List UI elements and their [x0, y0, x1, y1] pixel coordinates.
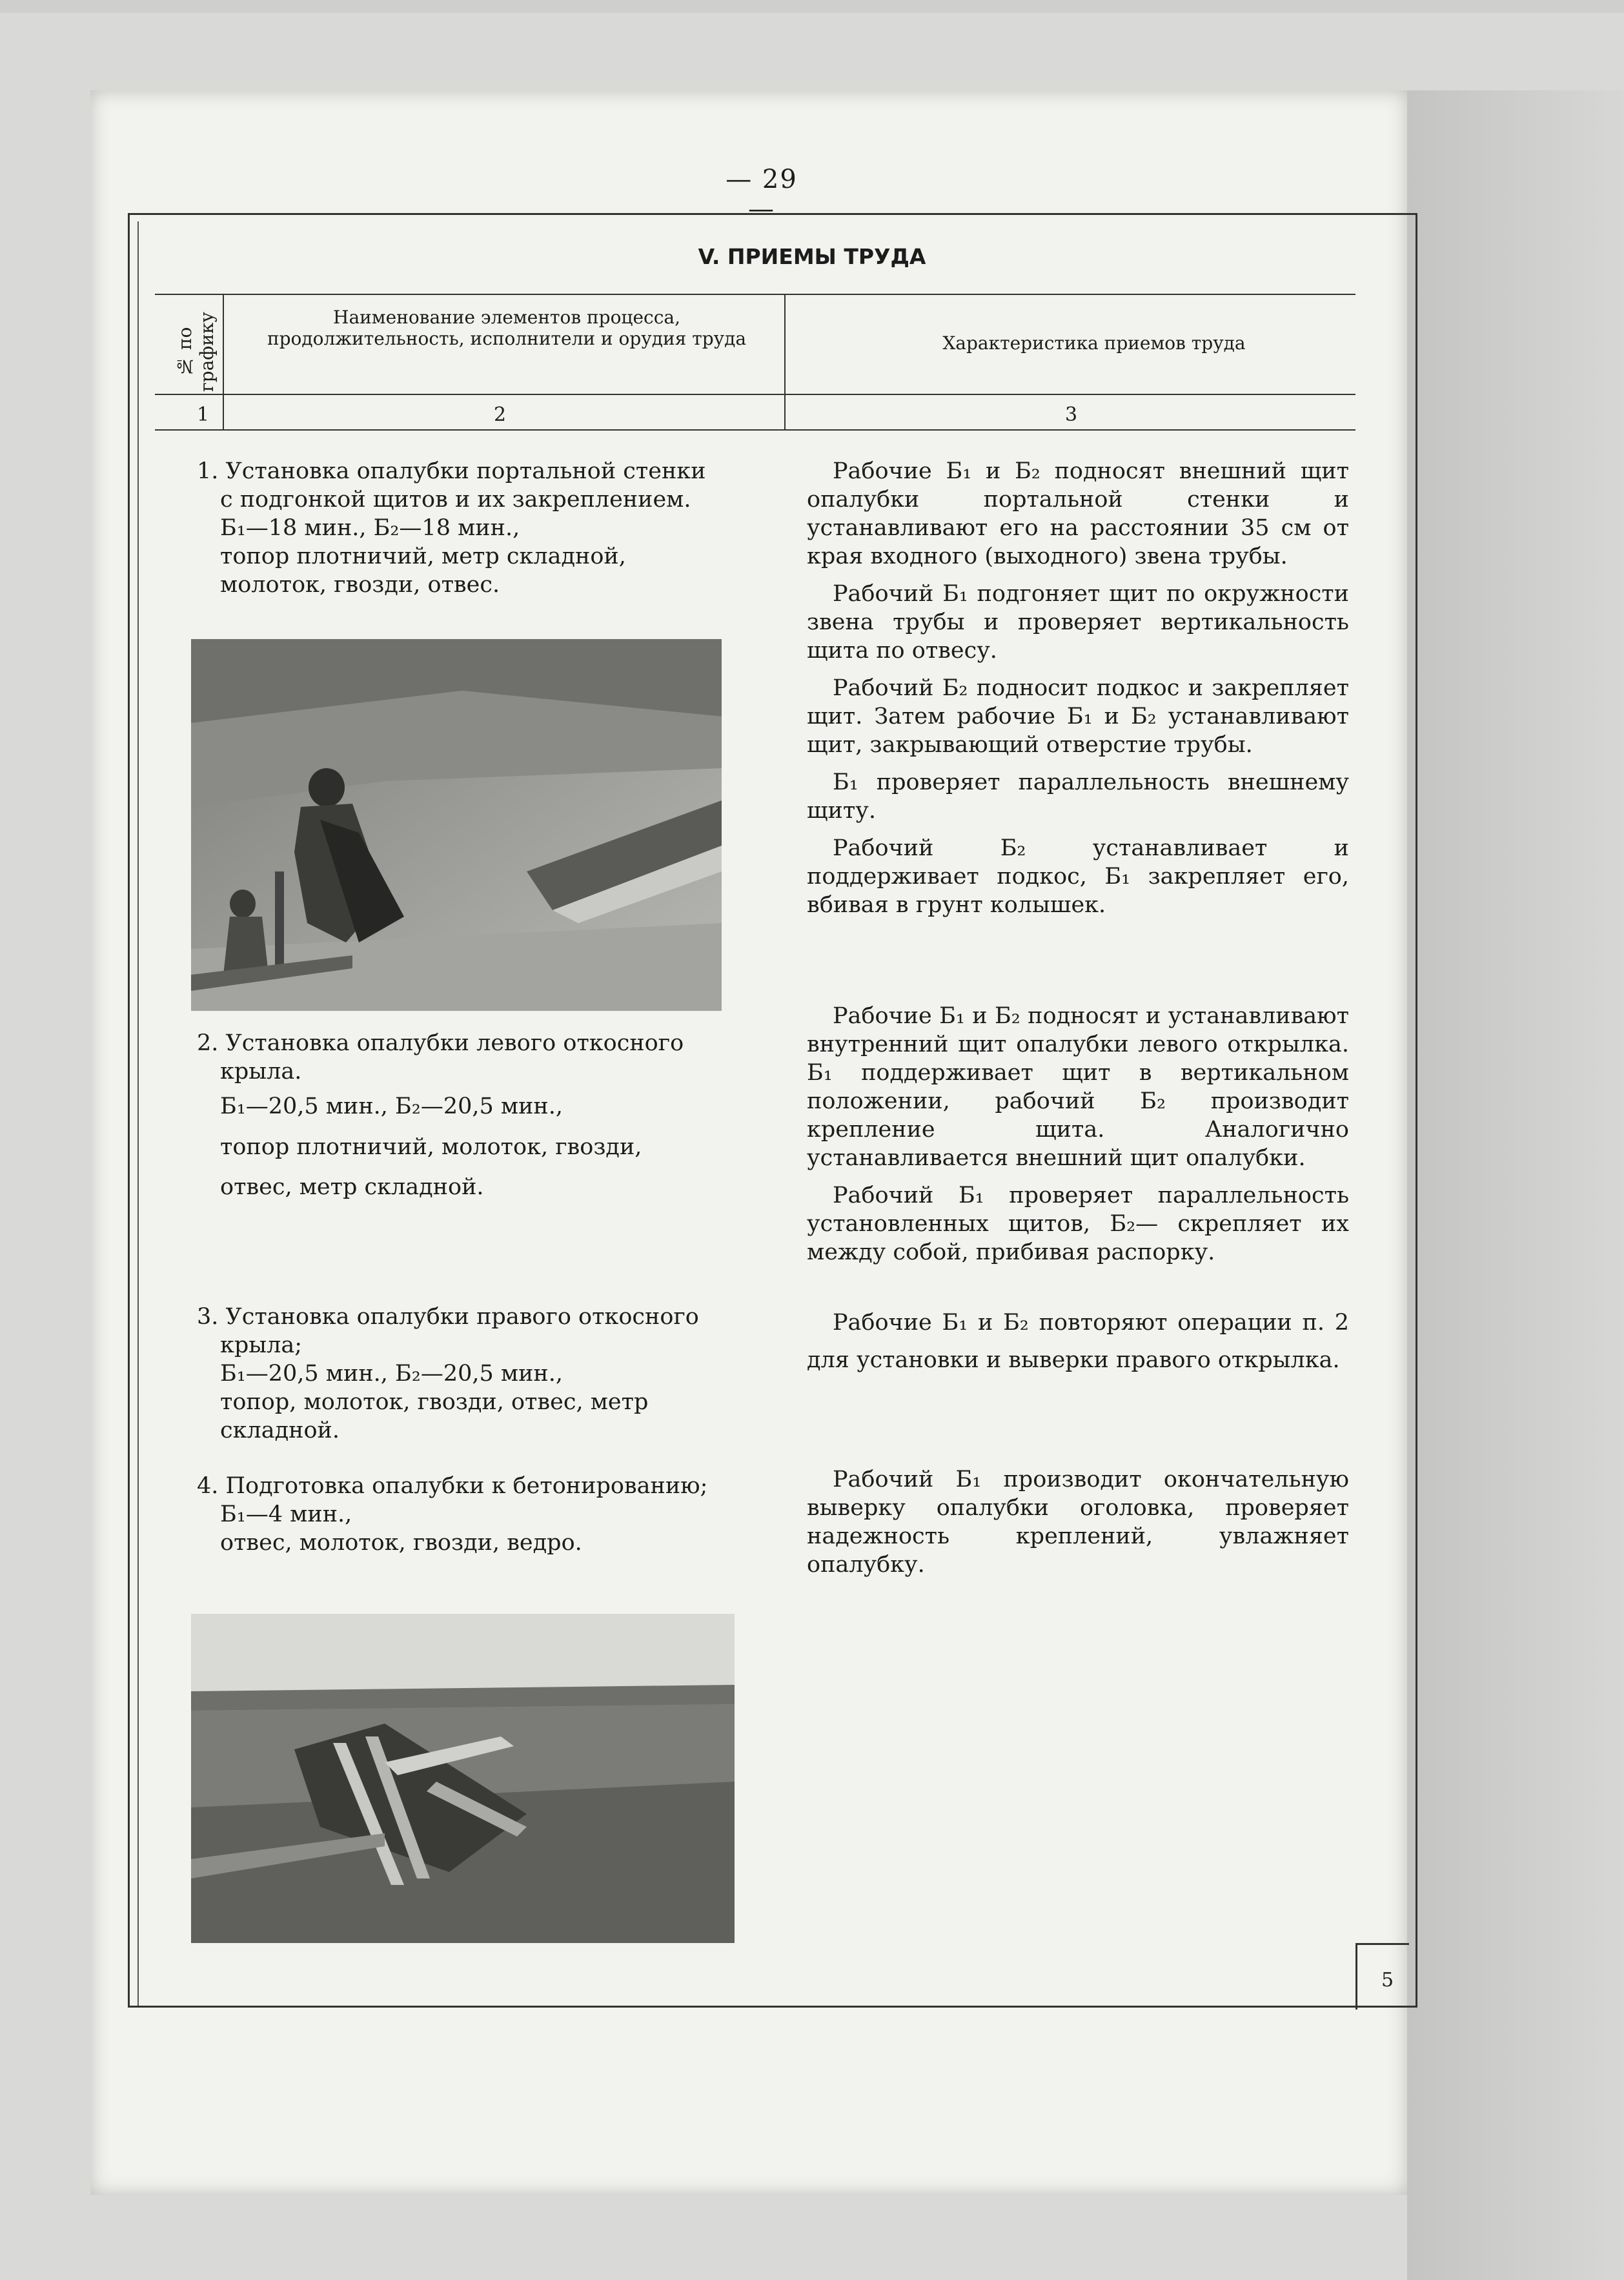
characteristic-paragraph: Рабочий Б₁ производит окончательную выверку опалубки оголовка, проверяет надежность креплений, увлажняет опалубку. — [807, 1467, 1349, 1578]
characteristic-paragraph: Б₁ проверяет параллельность внешнему щиту. — [807, 769, 1349, 824]
characteristic-paragraph: Рабочий Б₂ устанавливает и поддерживает подкос, Б₁ закрепляет его, вбивая в грунт колышек. — [807, 835, 1349, 918]
characteristic-paragraph: Рабочий Б₁ проверяет параллельность установленных щитов, Б₂— скрепляет их между собой, прибивая распорку. — [807, 1183, 1349, 1265]
work-item-title: 1. Установка опалубки портальной стенки с подгонкой щитов и их закреплением. — [197, 458, 706, 513]
work-item-2 — [197, 1029, 713, 1207]
work-item-tools: топор, молоток, гвозди, отвес, метр складной. — [220, 1389, 649, 1443]
characteristics-block-3 — [807, 1304, 1349, 1379]
work-item-duration: Б₁—18 мин., Б₂—18 мин., — [220, 515, 520, 541]
characteristic-paragraph: Рабочие Б₁ и Б₂ подносят внешний щит опалубки портальной стенки и устанавливают его на расстоянии 35 см от края входного (выходного) звена трубы. — [807, 458, 1349, 569]
corner-number: 5 — [1381, 1969, 1394, 1991]
column-header-number: № по графику — [174, 312, 218, 392]
column-header-elements: Наименование элементов процесса, продолжительность, исполнители и орудия труда — [267, 307, 747, 349]
photo-wing-formwork — [191, 1614, 735, 1943]
photo-portal-formwork — [191, 639, 722, 1011]
header-bottom-line — [155, 429, 1355, 431]
work-item-title: 3. Установка опалубки правого откосного крыла; — [197, 1304, 699, 1358]
work-item-tools: топор плотничий, метр складной, молоток, гвозди, отвес. — [220, 544, 626, 598]
characteristic-paragraph: Рабочий Б₁ подгоняет щит по окружности звена трубы и проверяет вертикальность щита по отвесу. — [807, 581, 1349, 664]
characteristic-paragraph: Рабочие Б₁ и Б₂ подносят и устанавливают внутренний щит опалубки левого открылка. Б₁ поддерживает щит в вертикальном положении, рабочий Б₂ производит крепление щита. Аналогично устанавливается внешний щит опалубки. — [807, 1003, 1349, 1171]
work-item-tools: топор плотничий, молоток, гвозди, отвес, метр складной. — [220, 1134, 642, 1200]
work-item-1 — [197, 457, 713, 599]
characteristic-paragraph: Рабочий Б₂ подносит подкос и закрепляет щит. Затем рабочие Б₁ и Б₂ устанавливают щит, закрывающий отверстие трубы. — [807, 675, 1349, 758]
work-item-title: 2. Установка опалубки левого откосного крыла. — [197, 1030, 684, 1084]
work-item-duration: Б₁—20,5 мин., Б₂—20,5 мин., — [220, 1094, 563, 1119]
work-item-tools: отвес, молоток, гвозди, ведро. — [220, 1530, 582, 1556]
page-number: — 29 — — [726, 165, 798, 224]
work-item-4 — [197, 1472, 713, 1557]
header-divider-2 — [784, 294, 786, 429]
column-number-1: 1 — [197, 403, 210, 426]
work-item-3 — [197, 1303, 713, 1445]
scan-shadow — [1407, 90, 1624, 2280]
column-number-2: 2 — [494, 403, 507, 426]
characteristics-block-2 — [807, 1002, 1349, 1267]
characteristic-paragraph: Рабочие Б₁ и Б₂ повторяют операции п. 2 для установки и выверки правого открылка. — [807, 1310, 1349, 1373]
work-item-duration: Б₁—20,5 мин., Б₂—20,5 мин., — [220, 1361, 563, 1387]
work-item-title: 4. Подготовка опалубки к бетонированию; — [197, 1473, 708, 1499]
scan-border-top — [0, 0, 1624, 13]
header-mid-line — [155, 394, 1355, 395]
header-divider-1 — [223, 294, 224, 429]
characteristics-block-4 — [807, 1465, 1349, 1579]
section-title: V. ПРИЕМЫ ТРУДА — [698, 244, 926, 269]
column-number-3: 3 — [1065, 403, 1078, 426]
header-top-line — [155, 294, 1355, 295]
column-header-characteristics: Характеристика приемов труда — [942, 332, 1246, 354]
characteristics-block-1 — [807, 457, 1349, 919]
work-item-duration: Б₁—4 мин., — [220, 1501, 352, 1527]
